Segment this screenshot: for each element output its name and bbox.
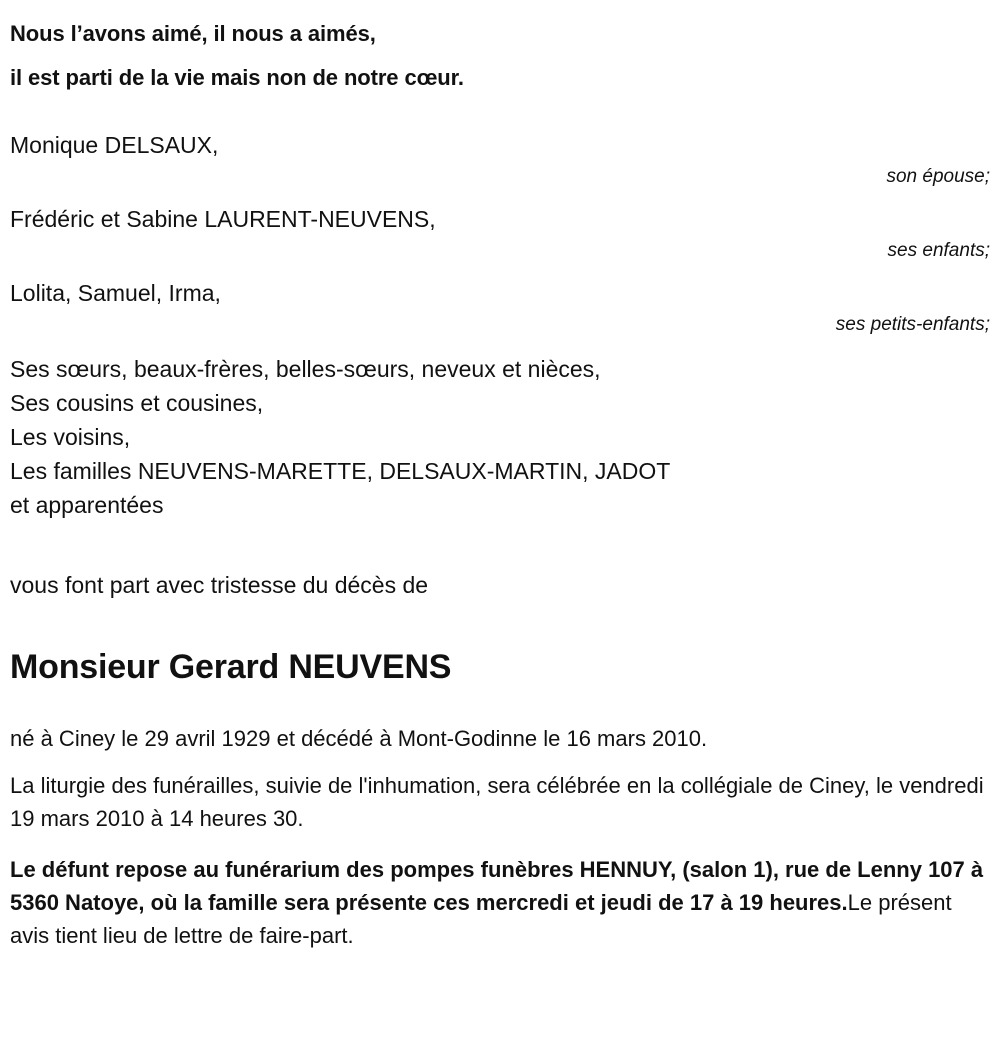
closing-text: Le présent avis tient lieu de lettre de faire-part.	[10, 890, 952, 948]
relation-row-children	[10, 202, 990, 266]
relatives-list	[10, 352, 990, 522]
epigraph	[10, 0, 990, 100]
relatives-line: Ses sœurs, beaux-frères, belles-sœurs, neveux et nièces,	[10, 356, 601, 382]
details-block	[10, 722, 990, 952]
announcement-line: vous font part avec tristesse du décès de	[10, 572, 429, 598]
epigraph-line-1: Nous l’avons aimé, il nous a aimés,	[10, 21, 376, 46]
relation-row-spouse	[10, 128, 990, 192]
repose-paragraph	[10, 853, 990, 952]
relatives-line: Ses cousins et cousines,	[10, 390, 264, 416]
ceremony-paragraph: La liturgie des funérailles, suivie de l'inhumation, sera célébrée en la collégiale de Ciney, le vendredi 19 mars 2010 à 14 heures 30.	[10, 773, 984, 831]
relation-names-grandchildren: Lolita, Samuel, Irma,	[10, 280, 221, 306]
epigraph-line-2: il est parti de la vie mais non de notre cœur.	[10, 65, 464, 90]
relation-label-children: ses enfants;	[887, 240, 990, 261]
relation-row-grandchildren	[10, 276, 990, 340]
deceased-name: Monsieur Gerard NEUVENS	[10, 648, 452, 686]
relation-names-spouse: Monique DELSAUX,	[10, 132, 219, 158]
relatives-line: et apparentées	[10, 492, 164, 518]
repose-bold-text: Le défunt repose au funérarium des pompes funèbres HENNUY, (salon 1), rue de Lenny 107 à 5360 Natoye, où la famille sera présente ces mercredi et jeudi de 17 à 19 heures.	[10, 857, 984, 915]
relation-label-grandchildren: ses petits-enfants;	[835, 314, 990, 335]
family-block	[10, 128, 990, 522]
relation-label-spouse: son épouse;	[886, 166, 990, 187]
birth-death-line: né à Ciney le 29 avril 1929 et décédé à Mont-Godinne le 16 mars 2010.	[10, 726, 708, 751]
relatives-line: Les familles NEUVENS-MARETTE, DELSAUX-MARTIN, JADOT	[10, 458, 671, 484]
relation-names-children: Frédéric et Sabine LAURENT-NEUVENS,	[10, 206, 436, 232]
relatives-line: Les voisins,	[10, 424, 131, 450]
